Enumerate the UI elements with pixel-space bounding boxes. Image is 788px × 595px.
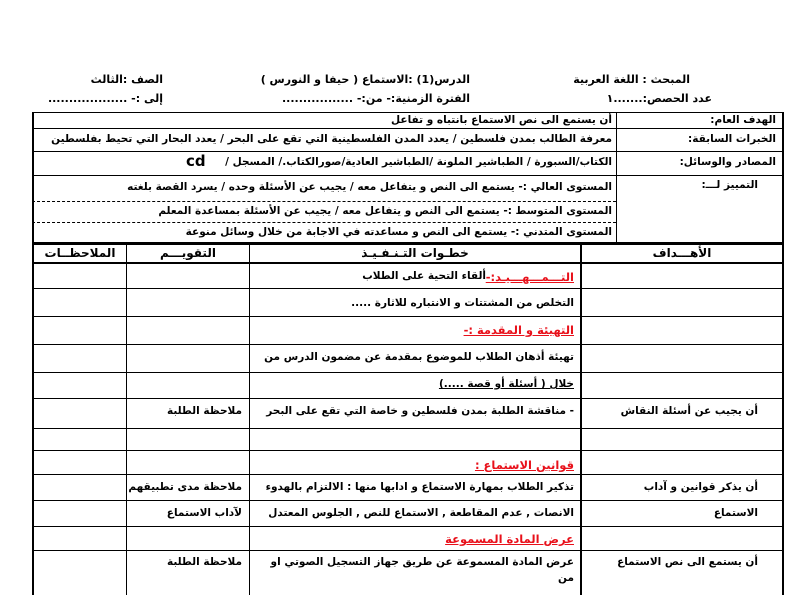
to-label: إلى :- ................... xyxy=(47,92,163,105)
col-objectives: الأهـــداف xyxy=(652,246,712,260)
col-notes: الملاحظــات xyxy=(44,246,116,260)
assessment-observe-students-2: ملاحظة الطلبة xyxy=(166,556,242,568)
lesson-label: الدرس(1) :الاستماع ( حيفا و النورس ) xyxy=(260,73,470,86)
objective-listening: الاستماع xyxy=(713,507,758,519)
intro-greeting: ألقاء التحية على الطلاب xyxy=(362,270,486,282)
resources-value: الكتاب/السبورة / الطباشير الملونة /الطباشير العادية/صورالكتاب./ المسجل / xyxy=(225,156,612,168)
level-medium: المستوى المتوسط :- يستمع الى النص و يتفاعل معه / يجيب عن الأسئلة بمساعدة المعلم xyxy=(158,205,612,217)
step-questions-or-story: خلال ( أسئلة أو قصة .....) xyxy=(438,378,574,390)
step-prepare-minds: تهيئة أذهان الطلاب للموضوع بمقدمة عن مضمون الدرس من xyxy=(264,351,574,363)
step-discuss-cities: - مناقشة الطلبة بمدن فلسطين و خاصة التي تقع على البحر xyxy=(266,405,574,417)
general-goal-value: أن يستمع الى نص الاستماع بانتباه و تفاعل xyxy=(391,114,612,126)
general-goal-label: الهدف العام: xyxy=(710,114,776,126)
level-low: المستوى المتدني :- يستمع الى النص و مساعدته في الاجابة من خلال وسائل منوعة xyxy=(185,226,612,238)
objective-answer-questions: أن يجيب عن أسئلة النقاش xyxy=(620,405,758,417)
resources-label: المصادر والوسائل: xyxy=(679,156,776,168)
objective-listen-text: أن يستمع الى نص الاستماع xyxy=(617,556,758,568)
differentiation-label: التمييز لـــ: xyxy=(701,179,758,191)
assessment-observe-application: ملاحظة مدى تطبيقهم xyxy=(128,481,242,493)
info-table xyxy=(32,112,784,243)
lesson-table xyxy=(32,243,784,595)
audio-material-heading: عرض المادة المسموعة xyxy=(445,532,574,546)
step-present-audio-line2: من xyxy=(558,572,574,584)
prior-knowledge-value: معرفة الطالب بمدن فلسطين / يعدد المدن الفلسطينية التي تقع على البحر / يعدد البحار التي تحيط بفلسطين xyxy=(51,133,612,145)
prior-knowledge-label: الخبرات السابقة: xyxy=(688,133,776,145)
resources-cd: cd xyxy=(186,152,206,170)
level-high: المستوى العالي :- يستمع الى النص و يتفاعل معه / يجيب عن الأسئلة وحده / يسرد القصة بلغته xyxy=(127,181,612,193)
step-remind-listening-skill: تذكير الطلاب بمهارة الاستماع و ادابها منها : الالتزام بالهدوء xyxy=(265,481,574,493)
col-assessment: التقويـــم xyxy=(160,246,216,260)
assessment-observe-students-1: ملاحظة الطلبة xyxy=(166,405,242,417)
listening-rules-heading: قوانين الاستماع : xyxy=(474,458,574,472)
intro-heading: التـــمـــهـــيـد:- xyxy=(485,270,574,284)
col-steps: خطـوات التـنـفـيـذ xyxy=(361,246,469,260)
step-listening-manners: الانصات , عدم المقاطعة , الاستماع للنص , الجلوس المعتدل xyxy=(268,507,574,519)
step-present-audio: عرض المادة المسموعة عن طريق جهاز التسجيل الصوتي او xyxy=(270,556,574,568)
assessment-listening-manners: لآداب الاستماع xyxy=(166,507,242,519)
step-remove-distractions: التخلص من المشتتات و الانتباره للاثارة ..... xyxy=(351,297,574,309)
objective-mention-rules: أن يذكر قوانين و آداب xyxy=(643,481,758,493)
periods-label: عدد الحصص:.......١ xyxy=(606,92,712,105)
preparation-heading: التهيئة و المقدمة :- xyxy=(463,323,574,337)
grade-label: الصف :الثالث xyxy=(90,73,163,86)
time-period-label: الفترة الزمنية:- من:- ................. xyxy=(281,92,470,105)
subject-label: المبحث : اللغة العربية xyxy=(573,73,690,86)
